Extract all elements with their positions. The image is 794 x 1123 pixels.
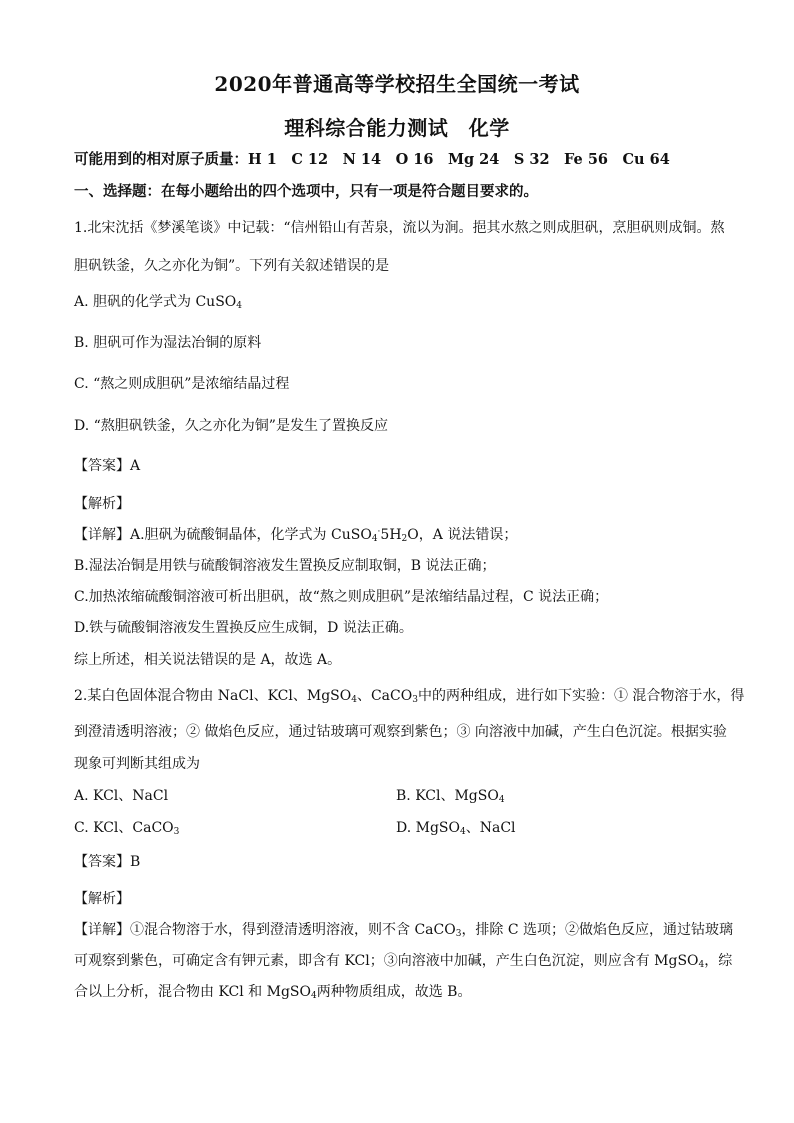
q1-option-d: D. “熬胆矾铁釜，久之亦化为铜”是发生了置换反应 [74,418,388,434]
q2-analysis-label: 【解析】 [74,891,130,907]
q2-stem-line1: 2.某白色固体混合物由 NaCl、KCl、MgSO$_4$、CaCO$_3$中的两种组成，进行如下实验：① 混合物溶于水，得 [74,688,745,705]
q1-analysis-label: 【解析】 [74,496,130,512]
q2-option-c: C. KCl、CaCO$_3$ [74,820,180,837]
q1-detail-b: B.湿法冶铜是用铁与硫酸铜溶液发生置换反应制取铜，B 说法正确； [74,558,496,574]
q2-detail-line3: 合以上分析，混合物由 KCl 和 MgSO$_4$两种物质组成，故选 B。 [74,984,472,1001]
q2-detail-line1: 【详解】①混合物溶于水，得到澄清透明溶液，则不含 CaCO$_3$，排除 C 选项；②做焰色反应，通过钴玻璃 [74,922,734,939]
q1-detail-d: D.铁与硫酸铜溶液发生置换反应生成铜，D 说法正确。 [74,620,413,636]
q1-stem-line1: 1.北宋沈括《梦溪笔谈》中记载：“信州铅山有苦泉，流以为涧。挹其水熬之则成胆矾，烹胆矾则成铜。熬 [74,220,725,236]
q1-answer: 【答案】A [74,458,141,474]
exam-title: 2020年普通高等学校招生全国统一考试 [214,72,580,96]
q2-option-a: A. KCl、NaCl [74,788,169,804]
q2-stem-line3: 现象可判断其组成为 [74,756,200,772]
exam-subtitle: 理科综合能力测试 化学 [284,116,510,140]
section-heading: 一、选择题：在每小题给出的四个选项中，只有一项是符合题目要求的。 [74,183,538,200]
q2-detail-line2: 可观察到紫色，可确定含有钾元素，即含有 KCl；③向溶液中加碱，产生白色沉淀，则应含有 MgSO$_4$，综 [74,953,733,970]
q2-stem-line2: 到澄清透明溶液；② 做焰色反应，通过钴玻璃可观察到紫色；③ 向溶液中加碱，产生白色沉淀。根据实验 [74,724,727,740]
q2-option-d: D. MgSO$_4$、NaCl [396,820,516,837]
q1-detail-c: C.加热浓缩硫酸铜溶液可析出胆矾，故“熬之则成胆矾”是浓缩结晶过程，C 说法正确； [74,589,609,605]
atomic-masses: 可能用到的相对原子质量：H 1 C 12 N 14 O 16 Mg 24 S 32 Fe 56 Cu 64 [74,151,670,168]
q1-stem-line2: 胆矾铁釜，久之亦化为铜”。下列有关叙述错误的是 [74,258,390,274]
q1-option-b: B. 胆矾可作为湿法冶铜的原料 [74,335,262,351]
q1-option-c: C. “熬之则成胆矾”是浓缩结晶过程 [74,376,290,392]
q1-conclusion: 综上所述，相关说法错误的是 A，故选 A。 [74,652,342,668]
q1-detail-a: 【详解】A.胆矾为硫酸铜晶体，化学式为 $CuSO_4^\cdot 5H_2O$，A 说法错误； [74,527,518,544]
q2-answer: 【答案】B [74,854,141,870]
q1-option-a: A. 胆矾的化学式为 CuSO$_4$ [74,294,242,311]
q2-option-b: B. KCl、MgSO$_4$ [396,788,505,805]
